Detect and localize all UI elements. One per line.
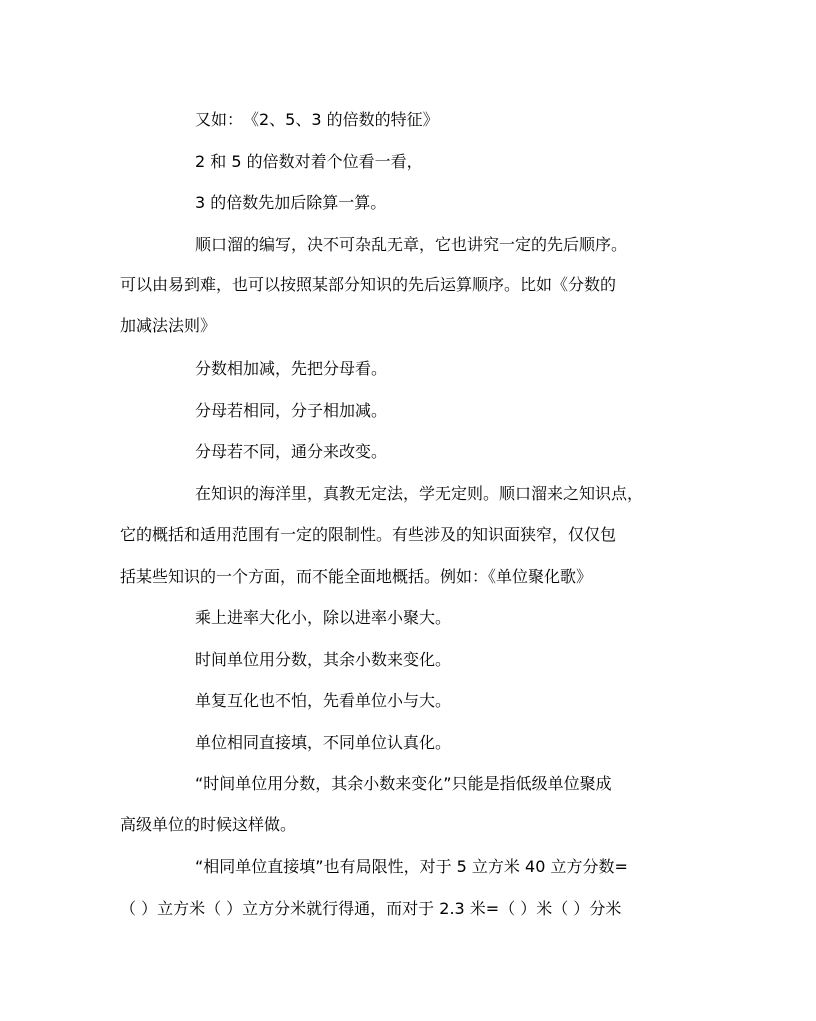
verse-line: 分数相加减，先把分母看。: [195, 359, 388, 378]
verse-line: 乘上进率大化小，除以进率小聚大。: [195, 608, 452, 627]
paragraph-line: 它的概括和适用范围有一定的限制性。有些涉及的知识面狭窄，仅仅包: [120, 525, 617, 544]
verse-line: 单位相同直接填，不同单位认真化。: [195, 733, 452, 752]
paragraph-first-line: “时间单位用分数，其余小数来变化”只能是指低级单位聚成: [195, 774, 612, 793]
paragraph-line: 可以由易到难，也可以按照某部分知识的先后运算顺序。比如《分数的: [120, 275, 617, 294]
paragraph-line: 高级单位的时候这样做。: [120, 815, 297, 834]
paragraph-first-line: 在知识的海洋里，真教无定法，学无定则。顺口溜来之知识点，: [195, 484, 644, 503]
text-line: 3 的倍数先加后除算一算。: [195, 193, 387, 212]
paragraph-first-line: 顺口溜的编写，决不可杂乱无章，它也讲究一定的先后顺序。: [195, 235, 628, 254]
verse-line: 单复互化也不怕，先看单位小与大。: [195, 691, 452, 710]
verse-line: 分母若不同，通分来改变。: [195, 442, 388, 461]
paragraph-line: 括某些知识的一个方面，而不能全面地概括。例如：《单位聚化歌》: [120, 567, 593, 586]
paragraph-line: 加减法法则》: [120, 316, 217, 335]
verse-line: 分母若相同，分子相加减。: [195, 401, 388, 420]
verse-line: 时间单位用分数，其余小数来变化。: [195, 650, 452, 669]
text-line: 又如： 《2、5、3 的倍数的特征》: [195, 110, 439, 129]
paragraph-first-line: “相同单位直接填”也有局限性，对于 5 立方米 40 立方分数=: [195, 857, 628, 876]
text-line: 2 和 5 的倍数对着个位看一看，: [195, 152, 423, 171]
paragraph-line: （ ）立方米（ ）立方分米就行得通，而对于 2.3 米=（ ）米（ ）分米: [120, 899, 622, 918]
